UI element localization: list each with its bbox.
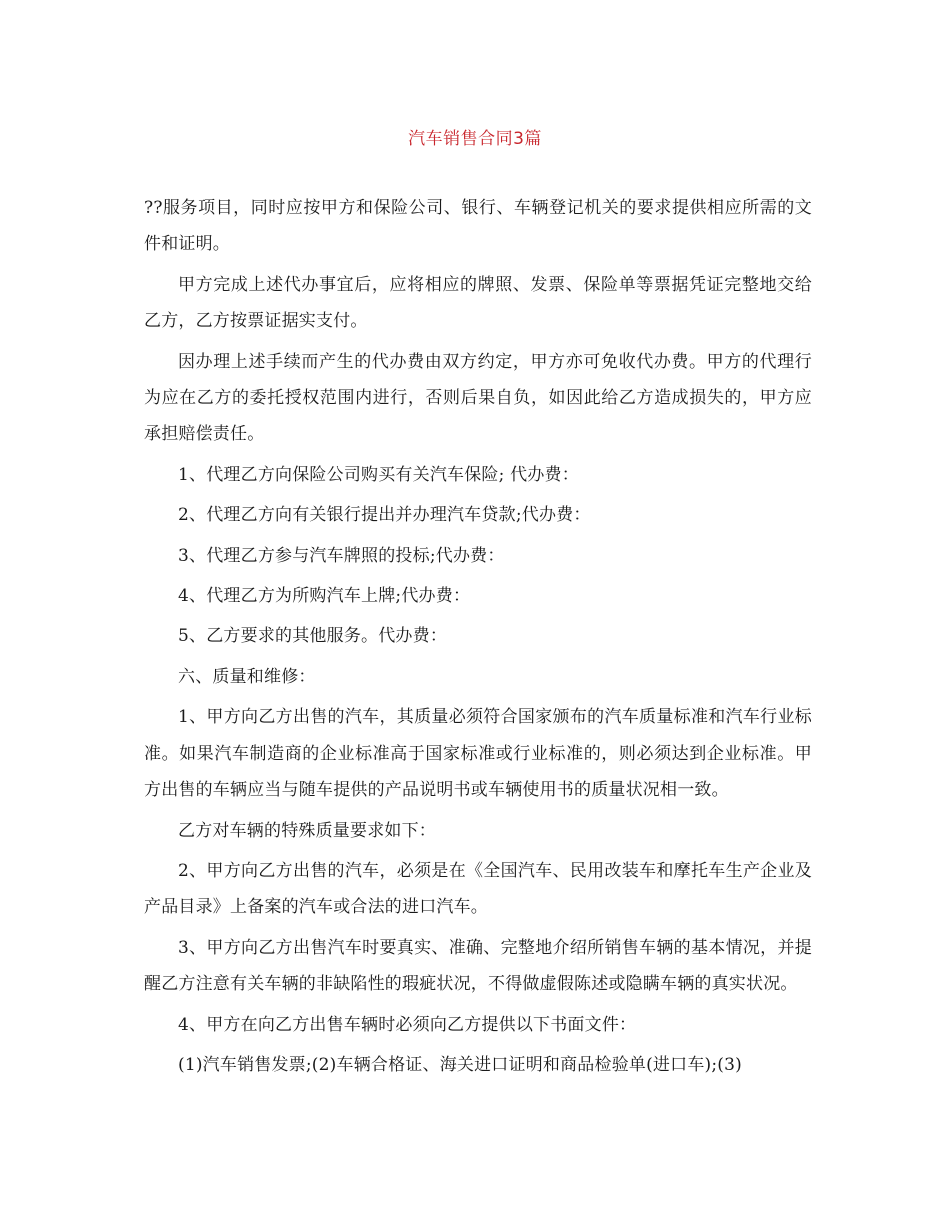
document-title: 汽车销售合同3篇 [408,129,542,149]
document-list: (1)汽车销售发票;(2)车辆合格证、海关进口证明和商品检验单(进口车);(3) [178,1054,742,1075]
special-quality-requirements: 乙方对车辆的特殊质量要求如下： [178,820,436,841]
list-item-4: 4、代理乙方为所购汽车上牌;代办费： [178,586,471,607]
paragraph-3: 因办理上述手续而产生的代办费由双方约定，甲方亦可免收代办费。甲方的代理行为应在乙方的委托授权范围内进行，否则后果自负，如因此给乙方造成损失的，甲方应承担赔偿责任。 [144,351,812,445]
quality-clause-2: 2、甲方向乙方出售的汽车，必须是在《全国汽车、民用改装车和摩托车生产企业及产品目录》上备案的汽车或合法的进口汽车。 [144,860,812,918]
section-heading-6: 六、质量和维修： [178,666,316,687]
list-item-2: 2、代理乙方向有关银行提出并办理汽车贷款;代办费： [178,505,591,526]
list-item-1: 1、代理乙方向保险公司购买有关汽车保险; 代办费： [178,464,579,485]
quality-clause-3: 3、甲方向乙方出售汽车时要真实、准确、完整地介绍所销售车辆的基本情况，并提醒乙方注意有关车辆的非缺陷性的瑕疵状况，不得做虚假陈述或隐瞒车辆的真实状况。 [144,937,812,995]
list-item-5: 5、乙方要求的其他服务。代办费： [178,626,448,647]
quality-clause-4: 4、甲方在向乙方出售车辆时必须向乙方提供以下书面文件： [178,1014,637,1035]
quality-clause-1: 1、甲方向乙方出售的汽车，其质量必须符合国家颁布的汽车质量标准和汽车行业标准。如果汽车制造商的企业标准高于国家标准或行业标准的，则必须达到企业标准。甲方出售的车辆应当与随车提供的产品说明书或车辆使用书的质量状况相一致。 [144,707,812,801]
list-item-3: 3、代理乙方参与汽车牌照的投标;代办费： [178,545,505,566]
paragraph-2: 甲方完成上述代办事宜后，应将相应的牌照、发票、保险单等票据凭证完整地交给乙方，乙方按票证据实支付。 [144,274,812,332]
document-body [144,190,812,1087]
paragraph-1: ??服务项目，同时应按甲方和保险公司、银行、车辆登记机关的要求提供相应所需的文件和证明。 [144,198,812,255]
